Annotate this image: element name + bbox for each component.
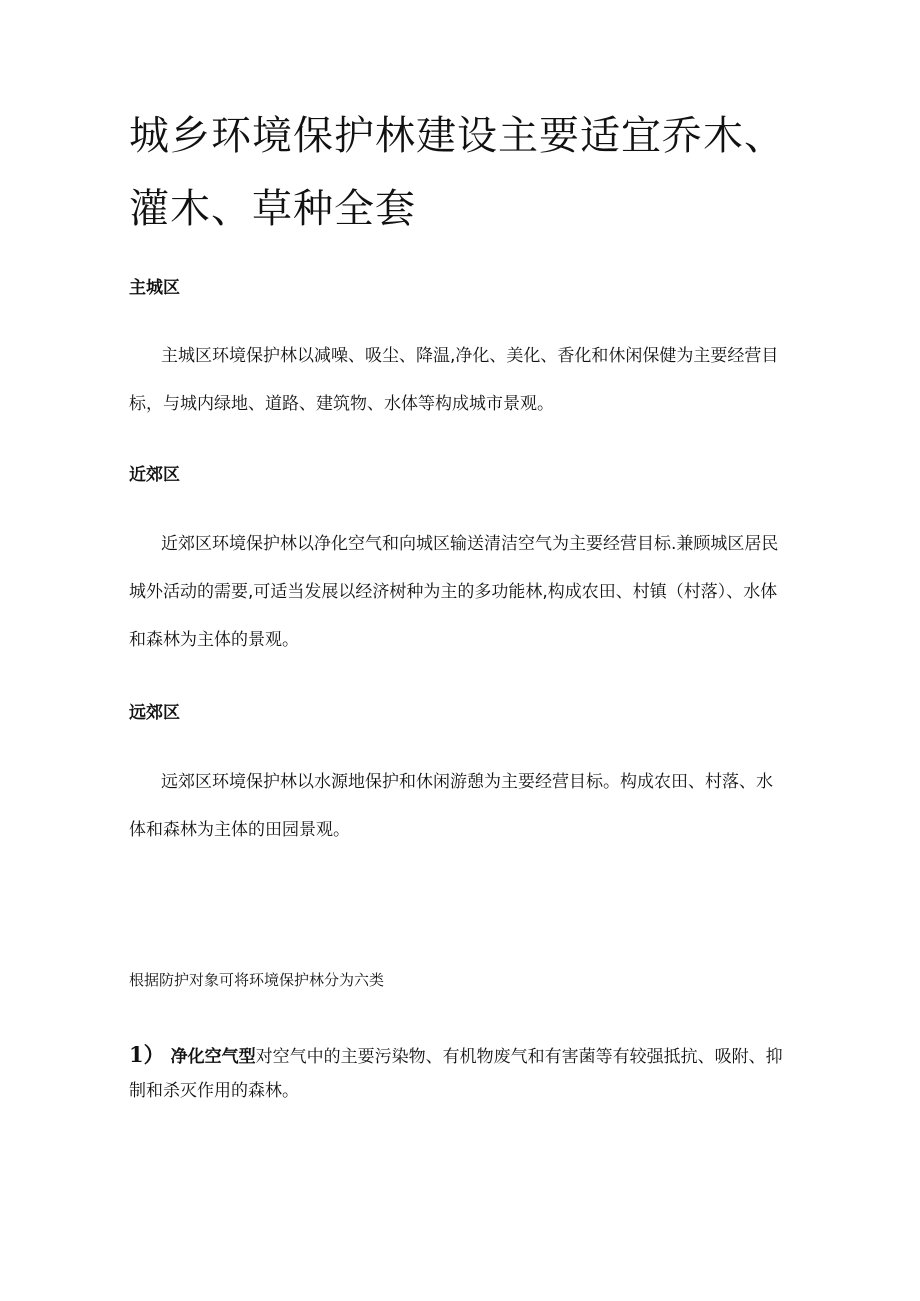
type-item-term: 净化空气型 — [170, 1047, 256, 1067]
type-item-description: 对空气中的主要污染物、有机物废气和有害菌等有较强抵抗、吸附、抑制和杀灭作用的森林。 — [129, 1047, 783, 1101]
section-heading-main-urban: 主城区 — [129, 278, 180, 298]
type-item-number: 1） — [129, 1042, 165, 1067]
section-paragraph-far-suburb: 远郊区环境保护林以水源地保护和休闲游憩为主要经营目标。构成农田、村落、水体和森林为主体的田园景观。 — [129, 772, 773, 840]
section-heading-far-suburb: 远郊区 — [129, 703, 180, 723]
section-heading-near-suburb: 近郊区 — [129, 465, 180, 485]
document-title: 城乡环境保护林建设主要适宜乔木、灌木、草种全套 — [129, 113, 785, 232]
section-paragraph-near-suburb: 近郊区环境保护林以净化空气和向城区输送清洁空气为主要经营目标.兼顾城区居民城外活动的需要,可适当发展以经济树种为主的多功能林,构成农田、村镇（村落）、水体和森林为主体的景观。 — [129, 534, 779, 650]
type-item-1 — [129, 1038, 789, 1108]
section-paragraph-main-urban: 主城区环境保护林以减噪、吸尘、降温,净化、美化、香化和休闲保健为主要经营目标，与城内绿地、道路、建筑物、水体等构成城市景观。 — [129, 346, 779, 414]
classification-intro: 根据防护对象可将环境保护林分为六类 — [129, 971, 385, 989]
